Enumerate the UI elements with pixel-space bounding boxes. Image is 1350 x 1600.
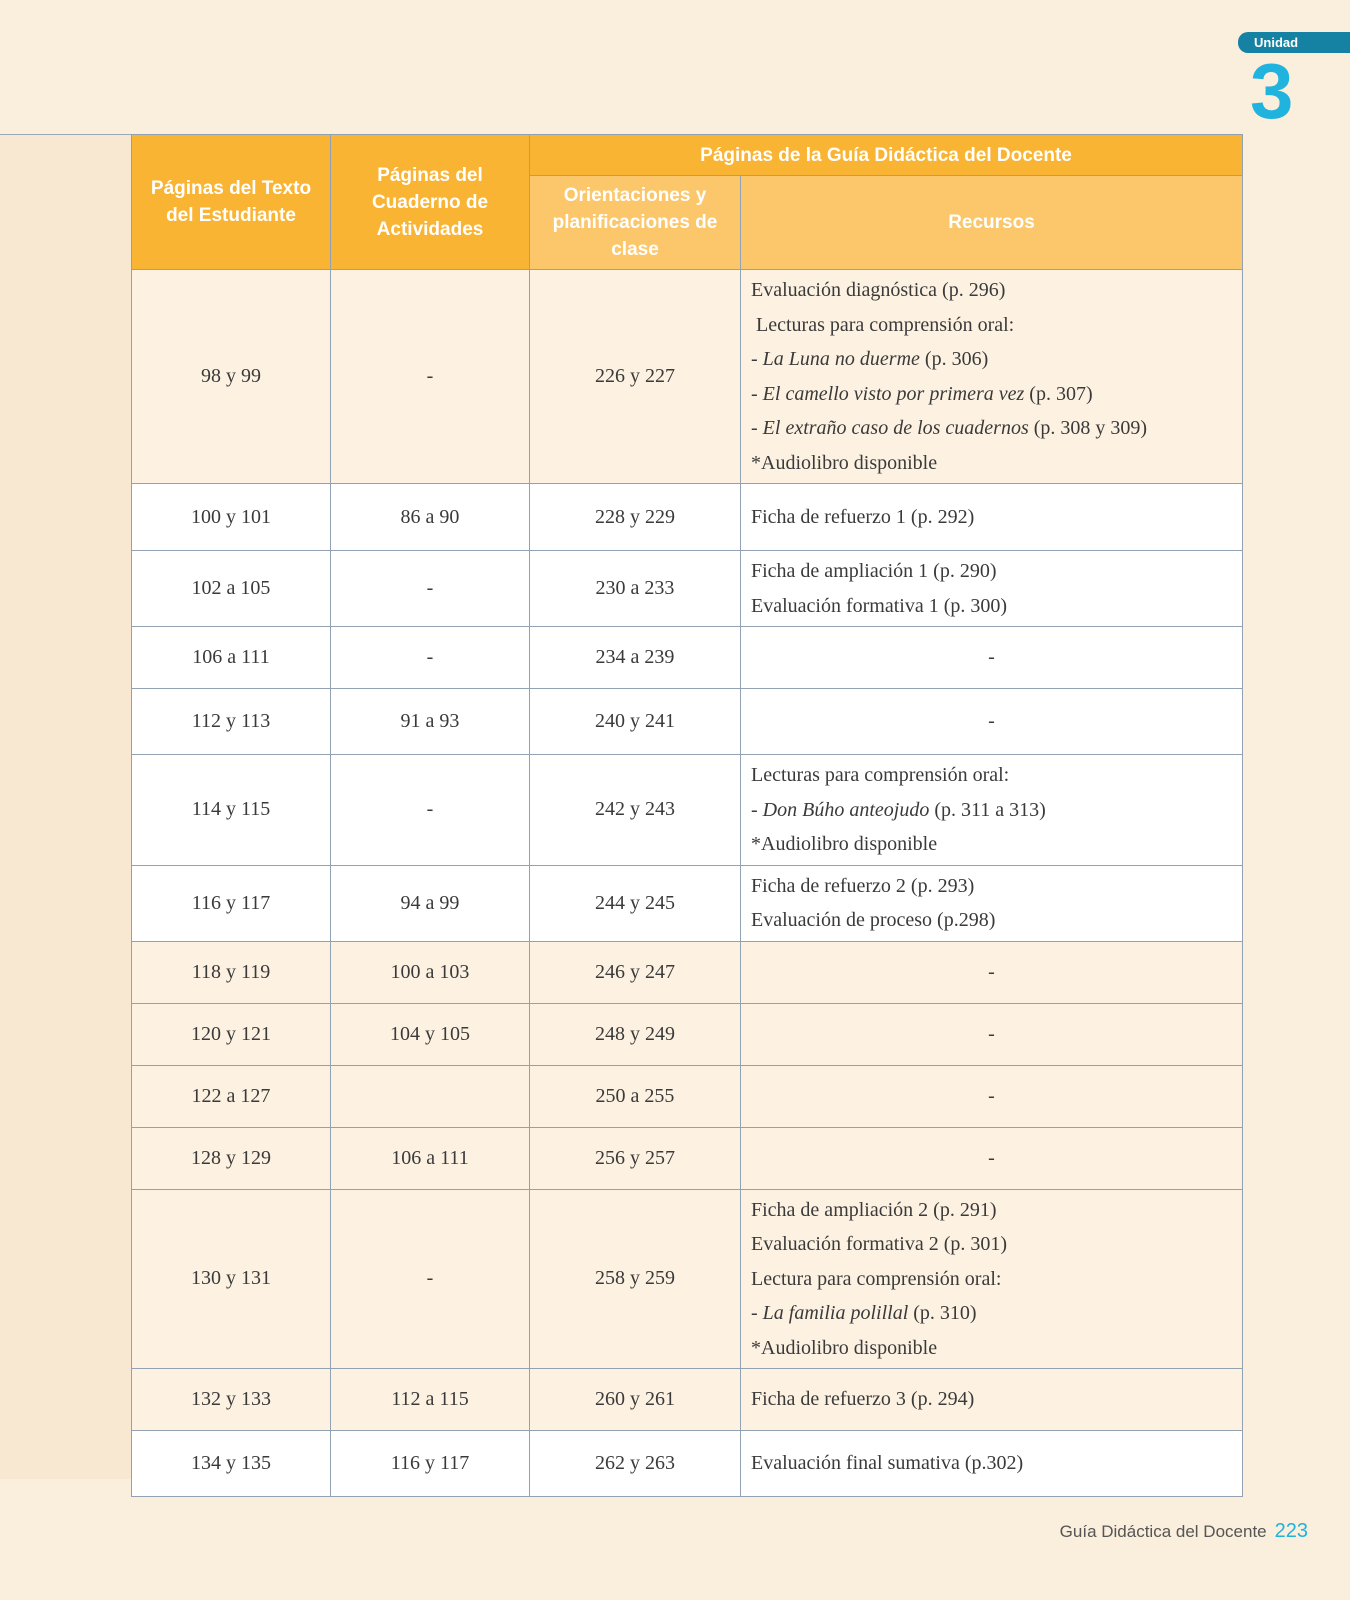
cell-guia: 246 y 247	[530, 941, 741, 1003]
table-row	[132, 1189, 1243, 1369]
cell-guia: 228 y 229	[530, 484, 741, 551]
table-row	[132, 484, 1243, 551]
unit-number: 3	[1250, 47, 1294, 135]
cell-cuaderno: 100 a 103	[331, 941, 530, 1003]
cell-recursos	[741, 484, 1243, 551]
cell-recursos: -	[741, 689, 1243, 755]
recurso-line	[751, 793, 1232, 828]
cell-recursos	[741, 551, 1243, 627]
cell-guia: 240 y 241	[530, 689, 741, 755]
cell-guia: 262 y 263	[530, 1431, 741, 1497]
recurso-text: Evaluación formativa 2 (p. 301)	[751, 1233, 1008, 1255]
cell-guia: 242 y 243	[530, 755, 741, 866]
header-recursos: Recursos	[741, 176, 1243, 270]
table-row	[132, 551, 1243, 627]
cell-cuaderno: -	[331, 627, 530, 689]
page-footer	[1060, 1520, 1308, 1543]
recurso-text: *Audiolibro disponible	[751, 833, 938, 855]
table-row	[132, 865, 1243, 941]
cell-recursos: -	[741, 1003, 1243, 1065]
recurso-text: -	[751, 798, 763, 821]
cell-guia: 230 a 233	[530, 551, 741, 627]
recurso-line	[751, 758, 1232, 793]
recurso-title: El camello visto por primera vez	[762, 382, 1025, 405]
cell-cuaderno: 116 y 117	[331, 1431, 530, 1497]
recurso-line	[751, 903, 1232, 938]
table-row	[132, 755, 1243, 866]
cell-texto: 98 y 99	[132, 270, 331, 484]
left-margin-strip	[0, 134, 131, 1479]
header-guia-group: Páginas de la Guía Didáctica del Docente	[530, 135, 1243, 176]
cell-cuaderno: -	[331, 270, 530, 484]
cell-guia: 248 y 249	[530, 1003, 741, 1065]
cell-cuaderno: 112 a 115	[331, 1369, 530, 1431]
cell-texto: 120 y 121	[132, 1003, 331, 1065]
recurso-line	[751, 1446, 1232, 1481]
recurso-text: Evaluación de proceso (p.298)	[751, 909, 996, 931]
recurso-text: *Audiolibro disponible	[751, 451, 938, 474]
cell-cuaderno: 94 a 99	[331, 865, 530, 941]
cell-texto: 134 y 135	[132, 1431, 331, 1497]
table-row	[132, 627, 1243, 689]
cell-texto: 102 a 105	[132, 551, 331, 627]
recurso-text: Ficha de refuerzo 2 (p. 293)	[751, 874, 975, 897]
recurso-text: Ficha de ampliación 1 (p. 290)	[751, 560, 997, 582]
recurso-title: El extraño caso de los cuadernos	[762, 417, 1029, 439]
recurso-text: Evaluación final sumativa (p.302)	[751, 1452, 1024, 1475]
recurso-line	[751, 273, 1232, 308]
cell-guia: 244 y 245	[530, 865, 741, 941]
cell-guia: 258 y 259	[530, 1189, 741, 1369]
recurso-line	[751, 1331, 1232, 1366]
cell-cuaderno: -	[331, 755, 530, 866]
recurso-text: (p. 308 y 309)	[1028, 417, 1148, 439]
cell-guia: 256 y 257	[530, 1127, 741, 1189]
recurso-line	[751, 554, 1232, 589]
recurso-line	[751, 1296, 1232, 1331]
cell-recursos	[741, 1369, 1243, 1431]
cell-recursos	[741, 865, 1243, 941]
recurso-title: Don Búho anteojudo	[762, 798, 930, 821]
header-orientaciones: Orientaciones y planificaciones de clase	[530, 176, 741, 270]
page-number: 223	[1274, 1520, 1308, 1542]
table-row	[132, 1003, 1243, 1065]
cell-texto: 132 y 133	[132, 1369, 331, 1431]
cell-cuaderno: 91 a 93	[331, 689, 530, 755]
recurso-line	[751, 1227, 1232, 1262]
recurso-line	[751, 1193, 1232, 1228]
cell-recursos	[741, 270, 1243, 484]
cell-cuaderno: 104 y 105	[331, 1003, 530, 1065]
table-row	[132, 1431, 1243, 1497]
recurso-text: *Audiolibro disponible	[751, 1336, 938, 1359]
recurso-line	[751, 1382, 1232, 1417]
recurso-line	[751, 446, 1232, 481]
cell-recursos	[741, 1431, 1243, 1497]
recurso-line	[751, 827, 1232, 862]
cell-texto: 116 y 117	[132, 865, 331, 941]
table-row	[132, 1127, 1243, 1189]
cell-recursos: -	[741, 1127, 1243, 1189]
cell-guia: 226 y 227	[530, 270, 741, 484]
recurso-text: -	[751, 1302, 763, 1324]
cell-cuaderno	[331, 1065, 530, 1127]
recurso-text: Evaluación formativa 1 (p. 300)	[751, 594, 1008, 617]
recurso-line	[751, 500, 1232, 535]
recurso-line	[751, 377, 1232, 412]
recurso-text: Ficha de ampliación 2 (p. 291)	[751, 1198, 997, 1221]
cell-guia: 260 y 261	[530, 1369, 741, 1431]
table-row	[132, 270, 1243, 484]
cell-texto: 114 y 115	[132, 755, 331, 866]
table-row	[132, 1065, 1243, 1127]
recurso-title: La familia polillal	[762, 1302, 909, 1324]
header-cuaderno: Páginas del Cuaderno de Actividades	[331, 135, 530, 270]
recurso-text: (p. 306)	[919, 348, 989, 370]
table-body	[132, 270, 1243, 1497]
cell-texto: 100 y 101	[132, 484, 331, 551]
cell-recursos: -	[741, 627, 1243, 689]
recurso-text: (p. 311 a 313)	[929, 798, 1046, 821]
cell-recursos	[741, 755, 1243, 866]
cell-recursos: -	[741, 1065, 1243, 1127]
cell-cuaderno: 86 a 90	[331, 484, 530, 551]
cell-texto: 122 a 127	[132, 1065, 331, 1127]
cell-guia: 234 a 239	[530, 627, 741, 689]
unit-label: Unidad	[1254, 35, 1299, 50]
cell-cuaderno: -	[331, 551, 530, 627]
recurso-text: -	[751, 417, 763, 439]
recurso-text: Lecturas para comprensión oral:	[751, 313, 1015, 336]
recurso-line	[751, 308, 1232, 343]
recurso-line	[751, 869, 1232, 904]
cell-texto: 112 y 113	[132, 689, 331, 755]
cell-texto: 106 a 111	[132, 627, 331, 689]
cell-guia: 250 a 255	[530, 1065, 741, 1127]
cell-texto: 118 y 119	[132, 941, 331, 1003]
table-row	[132, 941, 1243, 1003]
cell-cuaderno: -	[331, 1189, 530, 1369]
footer-title: Guía Didáctica del Docente	[1059, 1522, 1267, 1541]
recurso-line	[751, 589, 1232, 624]
header-texto: Páginas del Texto del Estudiante	[132, 135, 331, 270]
cell-recursos	[741, 1189, 1243, 1369]
cell-texto: 130 y 131	[132, 1189, 331, 1369]
recurso-line	[751, 411, 1232, 446]
recurso-text: (p. 307)	[1024, 382, 1093, 405]
cell-texto: 128 y 129	[132, 1127, 331, 1189]
recurso-text: Evaluación diagnóstica (p. 296)	[751, 279, 1006, 301]
recurso-text: (p. 310)	[908, 1302, 977, 1324]
recurso-line	[751, 342, 1232, 377]
cell-cuaderno: 106 a 111	[331, 1127, 530, 1189]
recurso-text: -	[751, 348, 763, 370]
table-row	[132, 689, 1243, 755]
recurso-text: Lectura para comprensión oral:	[751, 1267, 1002, 1290]
recurso-text: Ficha de refuerzo 1 (p. 292)	[751, 505, 975, 528]
cell-recursos: -	[741, 941, 1243, 1003]
recurso-line	[751, 1262, 1232, 1297]
recurso-text: -	[751, 382, 763, 405]
recurso-text: Ficha de refuerzo 3 (p. 294)	[751, 1388, 975, 1411]
recurso-text: Lecturas para comprensión oral:	[751, 764, 1010, 786]
recurso-title: La Luna no duerme	[762, 348, 920, 370]
table-row	[132, 1369, 1243, 1431]
pages-table	[131, 134, 1243, 1497]
